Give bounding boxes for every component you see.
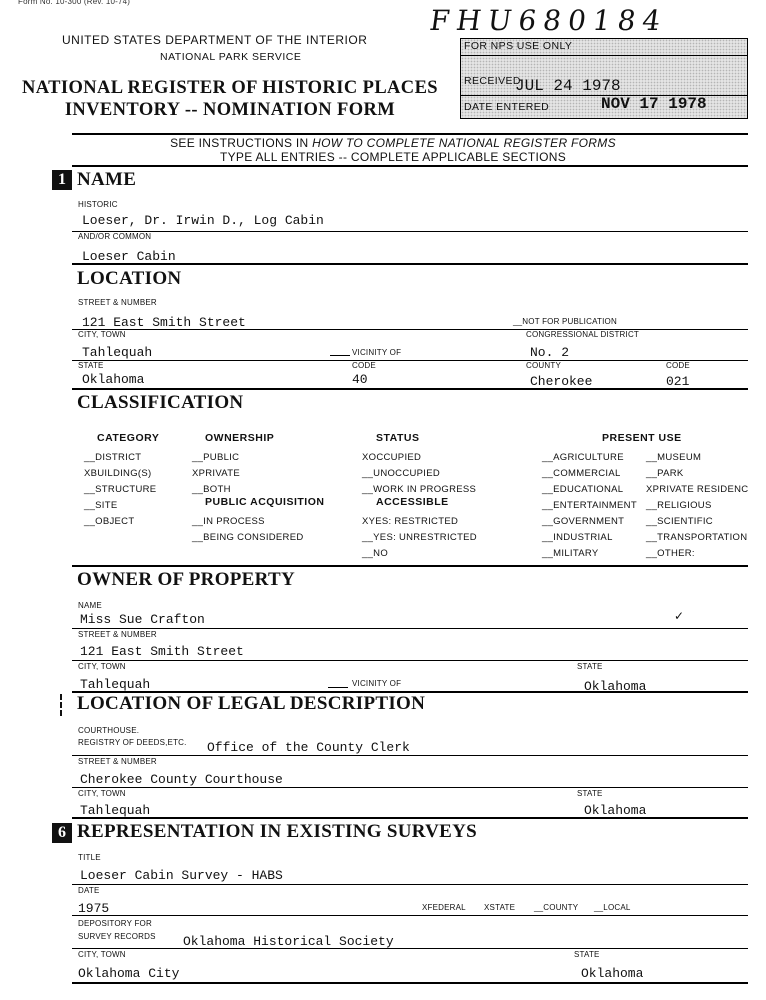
common-value[interactable]: Loeser Cabin <box>82 249 176 264</box>
category-header: CATEGORY <box>97 432 160 444</box>
present-use-option[interactable]: __RELIGIOUS <box>646 500 712 511</box>
historic-label: HISTORIC <box>78 200 118 209</box>
margin-mark <box>60 694 62 716</box>
present-use-option[interactable]: __SCIENTIFIC <box>646 516 713 527</box>
form-number: Form No. 10-300 (Rev. 10-74) <box>18 0 131 6</box>
courthouse-label: COURTHOUSE. <box>78 726 140 735</box>
courthouse-value[interactable]: Office of the County Clerk <box>207 740 410 755</box>
survey-date-value[interactable]: 1975 <box>78 901 110 916</box>
present-use-option[interactable]: __INDUSTRIAL <box>542 532 613 543</box>
survey-title-value[interactable]: Loeser Cabin Survey - HABS <box>80 868 283 883</box>
form-title-line1: NATIONAL REGISTER OF HISTORIC PLACES <box>21 78 439 98</box>
owner-city-value[interactable]: Tahlequah <box>80 677 151 692</box>
state-code-label: CODE <box>352 361 376 370</box>
service-name: NATIONAL PARK SERVICE <box>160 51 302 63</box>
present-use-option[interactable]: __EDUCATIONAL <box>542 484 624 495</box>
check-mark-icon: ✓ <box>674 609 685 623</box>
present-use-option[interactable]: __OTHER: <box>646 548 695 559</box>
survey-local-option[interactable]: __LOCAL <box>594 903 631 912</box>
instructions <box>0 136 766 164</box>
county-code-label: CODE <box>666 361 690 370</box>
county-label: COUNTY <box>526 361 561 370</box>
present-use-option[interactable]: __AGRICULTURE <box>542 452 624 463</box>
legal-street-value[interactable]: Cherokee County Courthouse <box>80 772 283 787</box>
congressional-value[interactable]: No. 2 <box>530 345 570 360</box>
present-use-header: PRESENT USE <box>602 432 682 444</box>
received-date: JUL 24 1978 <box>515 77 621 95</box>
category-option[interactable]: __DISTRICT <box>84 452 142 463</box>
accessible-option[interactable]: __YES: UNRESTRICTED <box>362 532 477 543</box>
handwritten-id: FHU680184 <box>427 4 670 37</box>
instructions-line2: TYPE ALL ENTRIES -- COMPLETE APPLICABLE SECTIONS <box>219 150 567 164</box>
survey-county-option[interactable]: __COUNTY <box>534 903 579 912</box>
ownership-option[interactable]: XPRIVATE <box>192 468 240 479</box>
survey-state-option[interactable]: XSTATE <box>484 903 516 912</box>
accessible-option[interactable]: __NO <box>362 548 389 559</box>
legal-city-value[interactable]: Tahlequah <box>80 803 151 818</box>
survey-state-label: STATE <box>574 950 600 959</box>
name-section-title: NAME <box>77 169 137 190</box>
present-use-list-left <box>542 450 637 562</box>
survey-city-value[interactable]: Oklahoma City <box>78 966 180 981</box>
status-header: STATUS <box>376 432 420 444</box>
legal-section-title: LOCATION OF LEGAL DESCRIPTION <box>77 693 426 714</box>
congressional-label: CONGRESSIONAL DISTRICT <box>526 330 640 339</box>
category-option[interactable]: __OBJECT <box>84 516 135 527</box>
common-label: AND/OR COMMON <box>78 232 152 241</box>
status-option[interactable]: XOCCUPIED <box>362 452 422 463</box>
present-use-option[interactable]: __ENTERTAINMENT <box>542 500 637 511</box>
county-value[interactable]: Cherokee <box>530 374 593 389</box>
instructions-italic: HOW TO COMPLETE NATIONAL REGISTER FORMS <box>312 136 616 150</box>
county-code-value[interactable]: 021 <box>666 374 690 389</box>
present-use-option[interactable]: __GOVERNMENT <box>542 516 625 527</box>
present-use-option[interactable]: XPRIVATE RESIDENC <box>646 484 749 495</box>
survey-federal-option[interactable]: XFEDERAL <box>422 903 466 912</box>
location-vicinity-label: VICINITY OF <box>352 348 402 357</box>
accessible-list <box>362 514 477 562</box>
ownership-list <box>192 450 240 498</box>
present-use-option[interactable]: __PARK <box>646 468 684 479</box>
registry-label: REGISTRY OF DEEDS,ETC. <box>78 738 187 747</box>
present-use-list-right <box>646 450 748 562</box>
location-street-label: STREET & NUMBER <box>78 298 157 307</box>
form-title <box>18 77 442 121</box>
ownership-option[interactable]: __PUBLIC <box>192 452 240 463</box>
depository-value[interactable]: Oklahoma Historical Society <box>183 934 394 949</box>
legal-street-label: STREET & NUMBER <box>78 757 157 766</box>
ownership-header: OWNERSHIP <box>205 432 275 444</box>
status-option[interactable]: __WORK IN PROGRESS <box>362 484 477 495</box>
category-list <box>84 450 156 530</box>
legal-city-label: CITY, TOWN <box>78 789 126 798</box>
section-number-6: 6 <box>52 823 72 843</box>
date-entered-label: DATE ENTERED <box>464 101 550 113</box>
not-for-publication: __NOT FOR PUBLICATION <box>513 317 617 326</box>
form-title-line2: INVENTORY -- NOMINATION FORM <box>64 100 396 120</box>
surveys-section-title: REPRESENTATION IN EXISTING SURVEYS <box>77 821 478 842</box>
legal-state-value[interactable]: Oklahoma <box>584 803 647 818</box>
owner-state-value[interactable]: Oklahoma <box>584 679 647 694</box>
legal-state-label: STATE <box>577 789 603 798</box>
present-use-option[interactable]: __MUSEUM <box>646 452 702 463</box>
owner-name-label: NAME <box>78 601 102 610</box>
survey-date-label: DATE <box>78 886 100 895</box>
status-option[interactable]: __UNOCCUPIED <box>362 468 441 479</box>
location-city-label: CITY, TOWN <box>78 330 126 339</box>
date-entered-value: NOV 17 1978 <box>601 95 707 113</box>
owner-street-label: STREET & NUMBER <box>78 630 157 639</box>
acquisition-list <box>192 514 304 546</box>
department-name: UNITED STATES DEPARTMENT OF THE INTERIOR <box>62 33 368 47</box>
survey-state-value[interactable]: Oklahoma <box>581 966 644 981</box>
instructions-line1: SEE INSTRUCTIONS IN HOW TO COMPLETE NATIONAL REGISTER FORMS <box>170 136 616 150</box>
category-option[interactable]: __STRUCTURE <box>84 484 157 495</box>
acquisition-option[interactable]: __BEING CONSIDERED <box>192 532 304 543</box>
acquisition-option[interactable]: __IN PROCESS <box>192 516 265 527</box>
depository-label-line1: DEPOSITORY FOR <box>78 919 152 928</box>
acquisition-header: PUBLIC ACQUISITION <box>205 496 325 508</box>
nps-use-box <box>460 38 748 119</box>
received-label: RECEIVED <box>464 75 521 87</box>
location-section-title: LOCATION <box>77 268 182 289</box>
owner-street-value[interactable]: 121 East Smith Street <box>80 644 244 659</box>
historic-value[interactable]: Loeser, Dr. Irwin D., Log Cabin <box>82 213 324 228</box>
owner-city-label: CITY, TOWN <box>78 662 126 671</box>
ownership-option[interactable]: __BOTH <box>192 484 231 495</box>
nps-use-label: FOR NPS USE ONLY <box>464 40 573 52</box>
owner-name-value[interactable]: Miss Sue Crafton <box>80 612 205 627</box>
location-state-value[interactable]: Oklahoma <box>82 372 145 387</box>
present-use-option[interactable]: __COMMERCIAL <box>542 468 621 479</box>
survey-title-label: TITLE <box>78 853 101 862</box>
accessible-header: ACCESSIBLE <box>376 496 449 508</box>
status-list <box>362 450 476 498</box>
state-code-value[interactable]: 40 <box>352 372 368 387</box>
survey-city-label: CITY, TOWN <box>78 950 126 959</box>
depository-label-line2: SURVEY RECORDS <box>78 932 156 941</box>
category-option[interactable]: XBUILDING(S) <box>84 468 152 479</box>
classification-section-title: CLASSIFICATION <box>77 392 244 413</box>
present-use-option[interactable]: __TRANSPORTATION <box>646 532 748 543</box>
owner-state-label: STATE <box>577 662 603 671</box>
owner-section-title: OWNER OF PROPERTY <box>77 569 296 590</box>
present-use-option[interactable]: __MILITARY <box>542 548 599 559</box>
location-state-label: STATE <box>78 361 104 370</box>
section-number-1: 1 <box>52 170 72 190</box>
location-street-value[interactable]: 121 East Smith Street <box>82 315 246 330</box>
location-city-value[interactable]: Tahlequah <box>82 345 153 360</box>
accessible-option[interactable]: XYES: RESTRICTED <box>362 516 459 527</box>
category-option[interactable]: __SITE <box>84 500 118 511</box>
owner-vicinity-label: VICINITY OF <box>352 679 402 688</box>
